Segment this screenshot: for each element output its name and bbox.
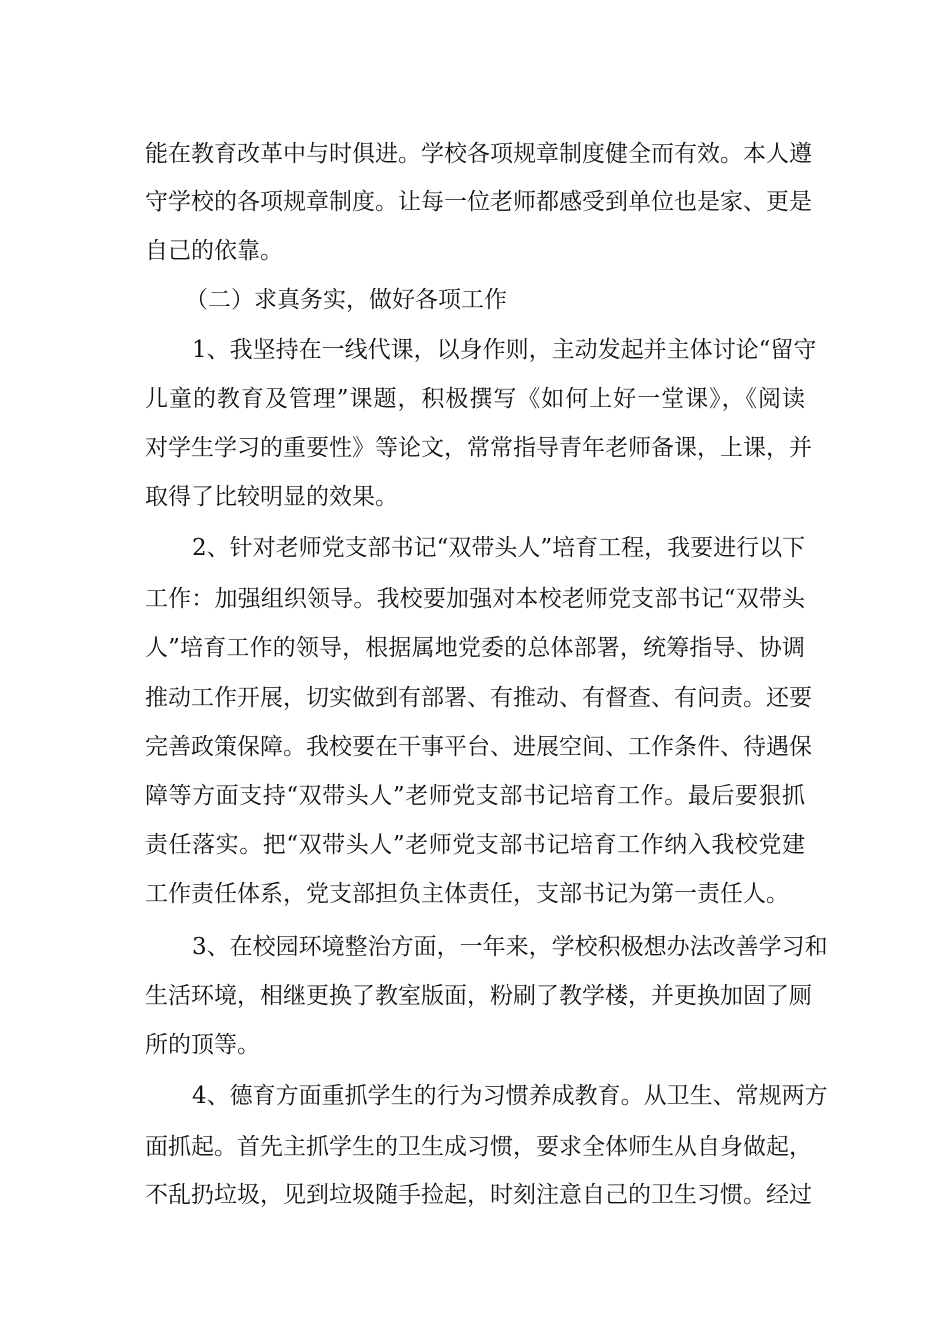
paragraph-line: 儿童的教育及管理”课题，积极撰写《如何上好一堂课》，《阅读 (145, 386, 805, 412)
paragraph-line: 对学生学习的重要性》等论文，常常指导青年老师备课，上课，并 (145, 435, 812, 461)
paragraph-line: 4、德育方面重抓学生的行为习惯养成教育。从卫生、常规两方 (192, 1083, 828, 1109)
paragraph-line: 自己的依靠。 (145, 238, 283, 264)
paragraph-line: 推动工作开展，切实做到有部署、有推动、有督查、有问责。还要 (145, 685, 812, 711)
paragraph-line: 责任落实。把“双带头人”老师党支部书记培育工作纳入我校党建 (145, 832, 805, 858)
paragraph-line: 所的顶等。 (145, 1032, 260, 1058)
paragraph-line: 3、在校园环境整治方面，一年来，学校积极想办法改善学习和 (192, 934, 828, 960)
paragraph-line: 1、我坚持在一线代课，以身作则，主动发起并主体讨论“留守 (192, 337, 817, 363)
paragraph-line: 能在教育改革中与时俱进。学校各项规章制度健全而有效。本人遵 (145, 141, 812, 167)
paragraph-line: 生活环境，相继更换了教室版面，粉刷了教学楼，并更换加固了厕 (145, 983, 812, 1009)
paragraph-line: 障等方面支持“双带头人”老师党支部书记培育工作。最后要狠抓 (145, 783, 805, 809)
paragraph-line: 工作责任体系，党支部担负主体责任，支部书记为第一责任人。 (145, 881, 789, 907)
paragraph-line: 取得了比较明显的效果。 (145, 484, 398, 510)
section-heading: （二）求真务实，做好各项工作 (185, 287, 507, 313)
paragraph-line: 面抓起。首先主抓学生的卫生成习惯，要求全体师生从自身做起， (145, 1134, 812, 1160)
paragraph-line: 不乱扔垃圾，见到垃圾随手捡起，时刻注意自己的卫生习惯。经过 (145, 1182, 812, 1208)
paragraph-line: 2、针对老师党支部书记“双带头人”培育工程，我要进行以下 (192, 535, 806, 561)
paragraph-line: 守学校的各项规章制度。让每一位老师都感受到单位也是家、更是 (145, 189, 812, 215)
paragraph-line: 工作：加强组织领导。我校要加强对本校老师党支部书记“双带头 (145, 586, 805, 612)
paragraph-line: 人”培育工作的领导，根据属地党委的总体部署，统筹指导、协调 (145, 635, 805, 661)
paragraph-line: 完善政策保障。我校要在干事平台、进展空间、工作条件、待遇保 (145, 734, 812, 760)
